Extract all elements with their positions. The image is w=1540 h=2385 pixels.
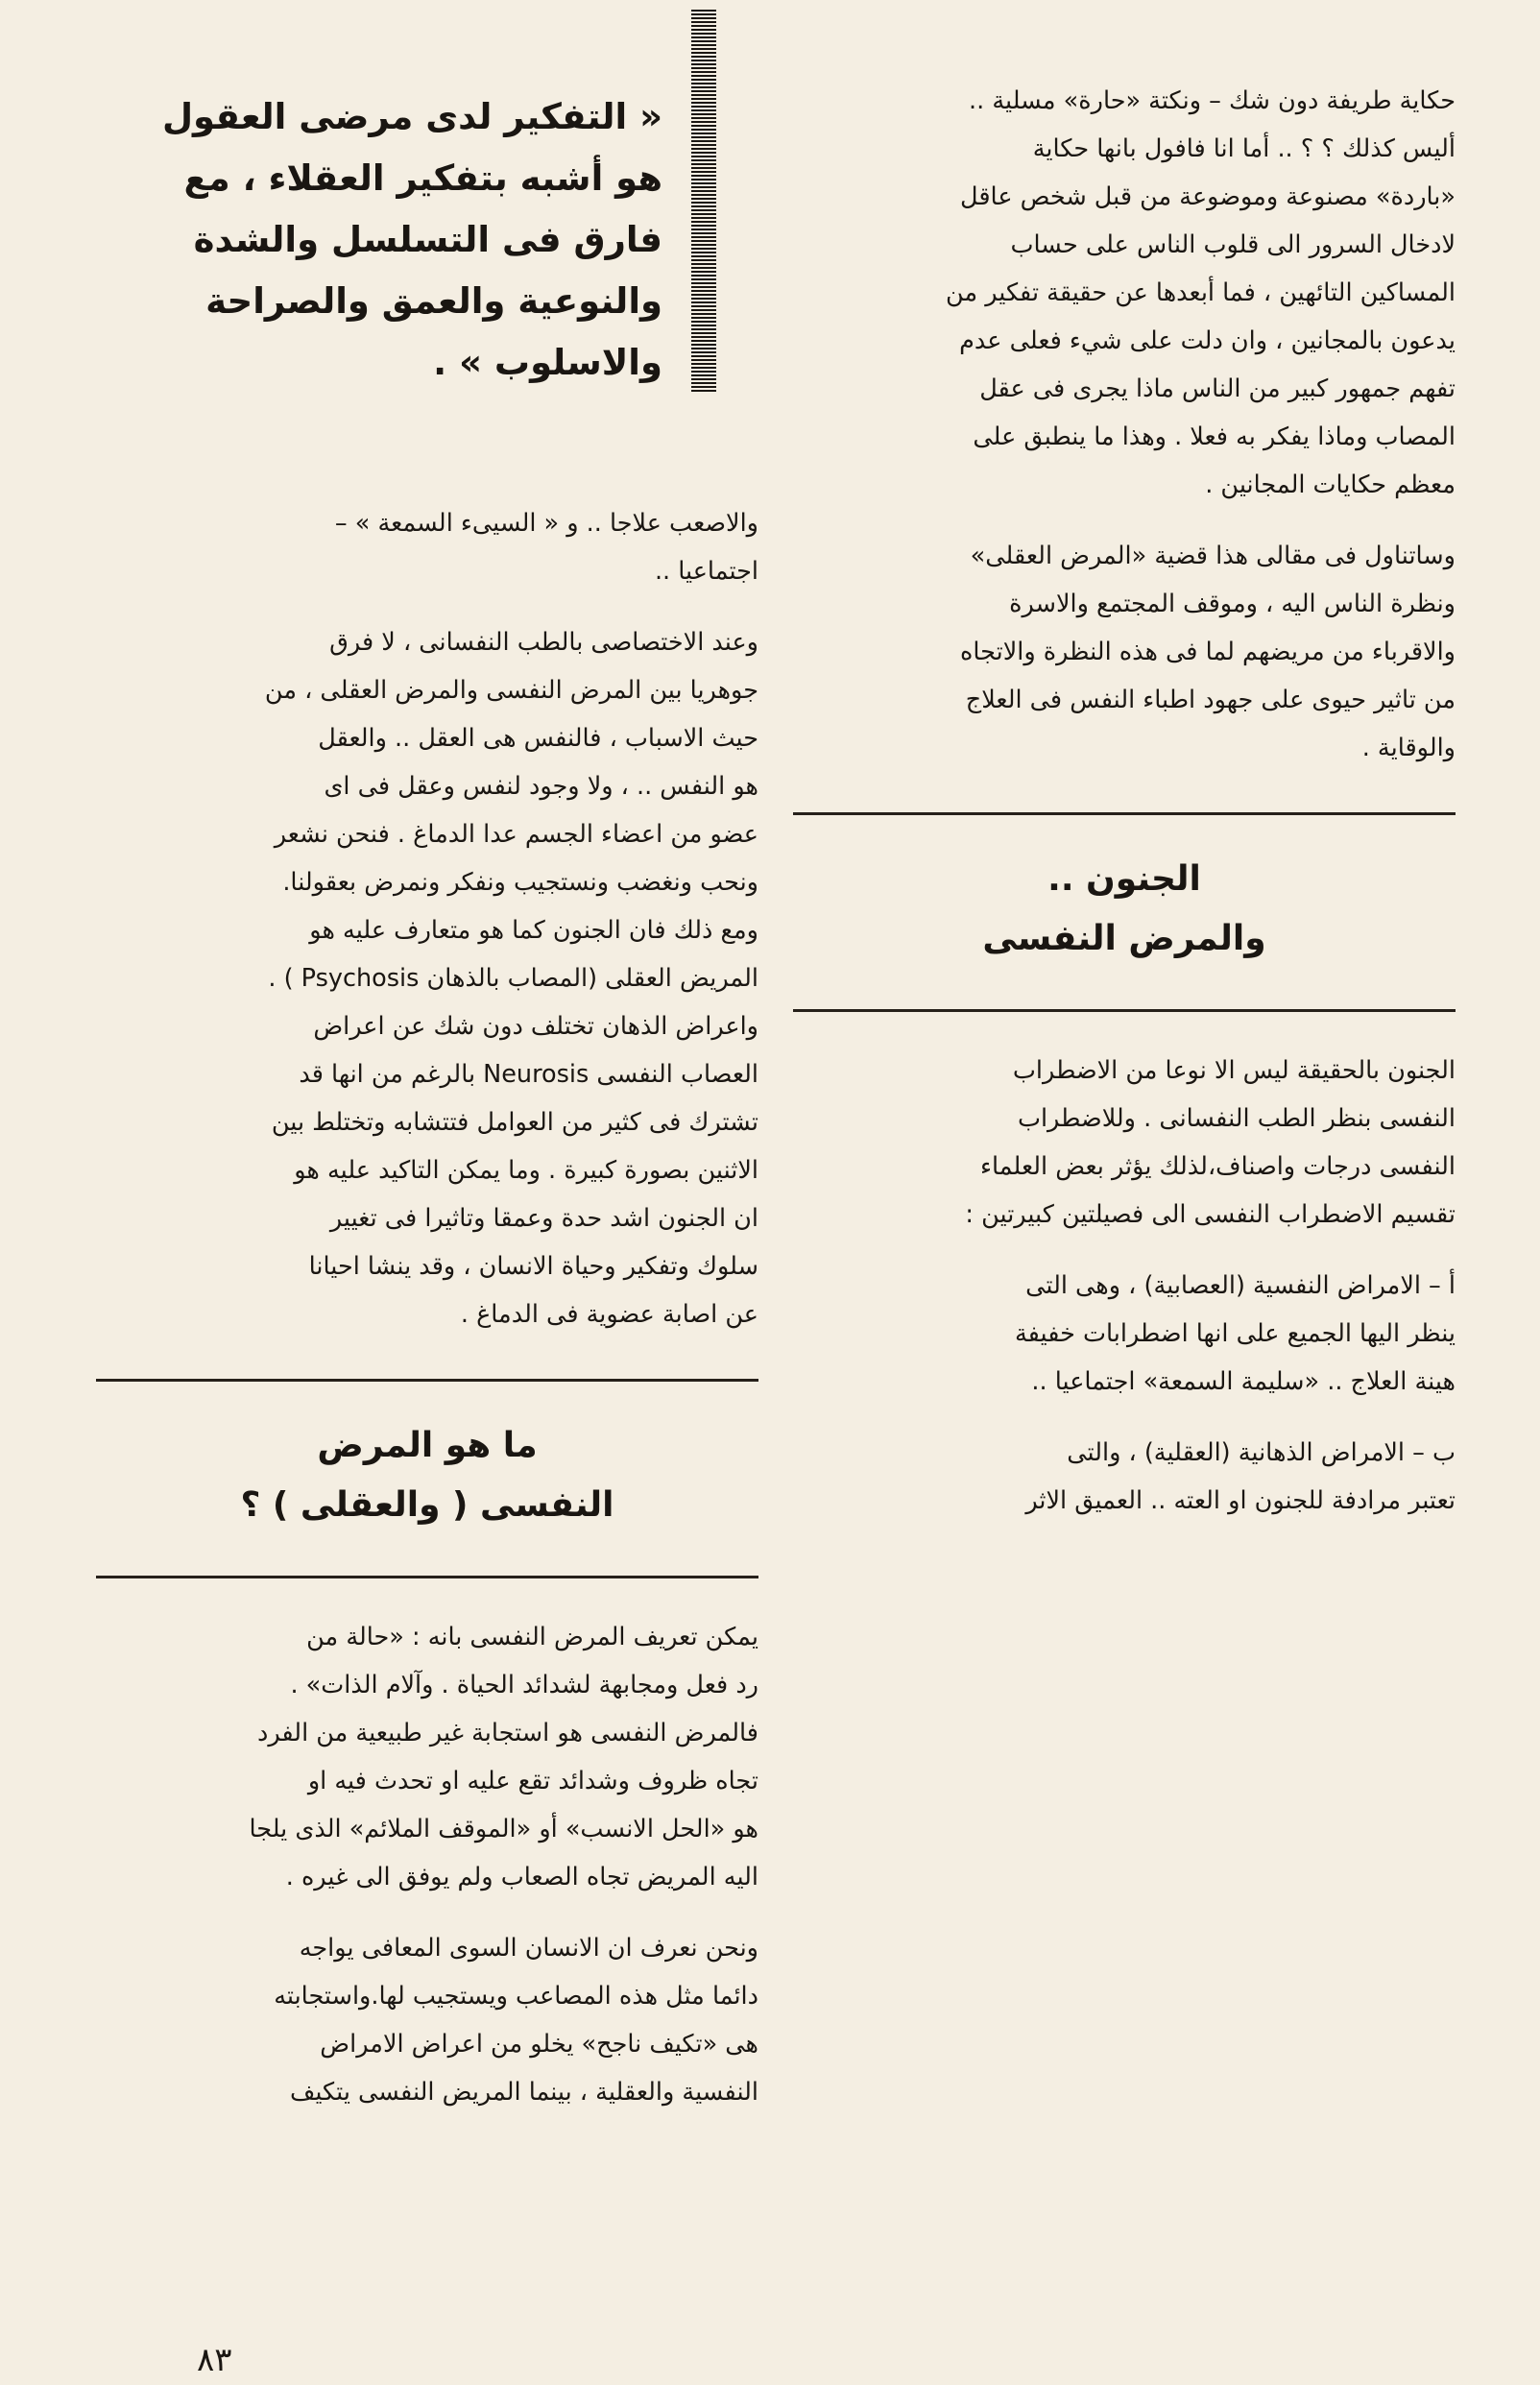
section-divider-top bbox=[96, 1379, 758, 1382]
neurosis-paragraph: أ – الامراض النفسية (العصابية) ، وهى التى ينظر اليها الجميع على انها اضطرابات خفيفة هينة العلاج .. «سليمة السمعة» اجتماعيا .. bbox=[1014, 1271, 1456, 1396]
page-number: ٨٣ bbox=[197, 2341, 232, 2379]
section-divider-top bbox=[793, 812, 1456, 815]
specialist-view-paragraph: وعند الاختصاصى بالطب النفسانى ، لا فرق جوهريا بين المرض النفسى والمرض العقلى ، من حيث الاسباب ، فالنفس هى العقل .. والعقل هو النفس .. ، ولا وجود لنفس وعقل فى اى عضو من اعضاء الجسم عدا الدماغ . فنحن نشعر ونحب ونغضب ونستجيب ونفكر ونمرض بعقولنا. ومع ذلك فان الجنون كما هو متعارف عليه هو المريض العقلى (المصاب بالذهان Psychosis ) . واعراض الذهان تختلف دون شك عن اعراض العصاب النفسى Neurosis بالرغم من انها قد تشترك فى كثير من العوامل فتتشابه وتختلط بين الاثنين بصورة كبيرة . وما يمكن التاكيد عليه هو ان الجنون اشد حدة وعمقا وتاثيرا فى تغيير سلوك وتفكير وحياة الانسان ، وقد ينشا احيانا عن اصابة عضوية فى الدماغ . bbox=[264, 628, 758, 1329]
stigma-paragraph: والاصعب علاجا .. و « السيىء السمعة » – اجتماعيا .. bbox=[334, 509, 758, 586]
right-column bbox=[793, 77, 1456, 1548]
pull-quote-box bbox=[96, 77, 758, 384]
article-topic-paragraph: وساتناول فى مقالى هذا قضية «المرض العقلى» ونظرة الناس اليه ، وموقف المجتمع والاسرة والاقرباء من مريضهم لما فى هذه النظرة والاتجاه من تاثير حيوى على جهود اطباء النفس فى العلاج والوقاية . bbox=[960, 542, 1456, 762]
madness-definition-paragraph: الجنون بالحقيقة ليس الا نوعا من الاضطراب النفسى بنظر الطب النفسانى . وللاضطراب النفسى درجات واصناف،لذلك يؤثر بعض العلماء تقسيم الاضطراب النفسى الى فصيلتين كبيرتين : bbox=[965, 1056, 1456, 1229]
pull-quote: « التفكير لدى مرضى العقول هو أشبه بتفكير العقلاء ، مع فارق فى التسلسل والشدة والنوعية والعمق والصراحة والاسلوب » . bbox=[161, 96, 662, 383]
psychosis-paragraph: ب – الامراض الذهانية (العقلية) ، والتى تعتبر مرادفة للجنون او العته .. العميق الاثر bbox=[1025, 1438, 1456, 1515]
illness-definition-paragraph: يمكن تعريف المرض النفسى بانه : «حالة من رد فعل ومجابهة لشدائد الحياة . وآلام الذات» . فالمرض النفسى هو استجابة غير طبيعية من الفرد تجاه ظروف وشدائد تقع عليه او تحدث فيه او هو «الحل الانسب» أو «الموقف الملائم» الذى يلجا اليه المريض تجاه الصعاب ولم يوفق الى غيره . bbox=[249, 1623, 758, 1891]
section-divider-bottom bbox=[96, 1576, 758, 1578]
pull-quote-stripe bbox=[691, 10, 716, 394]
intro-paragraph: حكاية طريفة دون شك – ونكتة «حارة» مسلية .. أليس كذلك ؟ ؟ .. أما انا فافول بانها حكاية «باردة» مصنوعة وموضوعة من قبل شخص عاقل لادخال السرور الى قلوب الناس على حساب المساكين التائهين ، فما أبعدها عن حقيقة تفكير من يدعون بالمجانين ، وان دلت على شيء فعلى عدم تفهم جمهور كبير من الناس ماذا يجرى فى عقل المصاب وماذا يفكر به فعلا . وهذا ما ينطبق على معظم حكايات المجانين . bbox=[946, 86, 1456, 499]
section-divider-bottom bbox=[793, 1009, 1456, 1012]
section-heading-madness: الجنون .. والمرض النفسى bbox=[982, 859, 1266, 958]
section-heading-what-is-illness: ما هو المرض النفسى ( والعقلى ) ؟ bbox=[240, 1426, 614, 1525]
healthy-person-paragraph: ونحن نعرف ان الانسان السوى المعافى يواجه دائما مثل هذه المصاعب ويستجيب لها.واستجابته هى «تكيف ناجح» يخلو من اعراض الامراض النفسية والعقلية ، بينما المريض النفسى يتكيف bbox=[274, 1934, 758, 2107]
left-column bbox=[96, 77, 758, 2139]
